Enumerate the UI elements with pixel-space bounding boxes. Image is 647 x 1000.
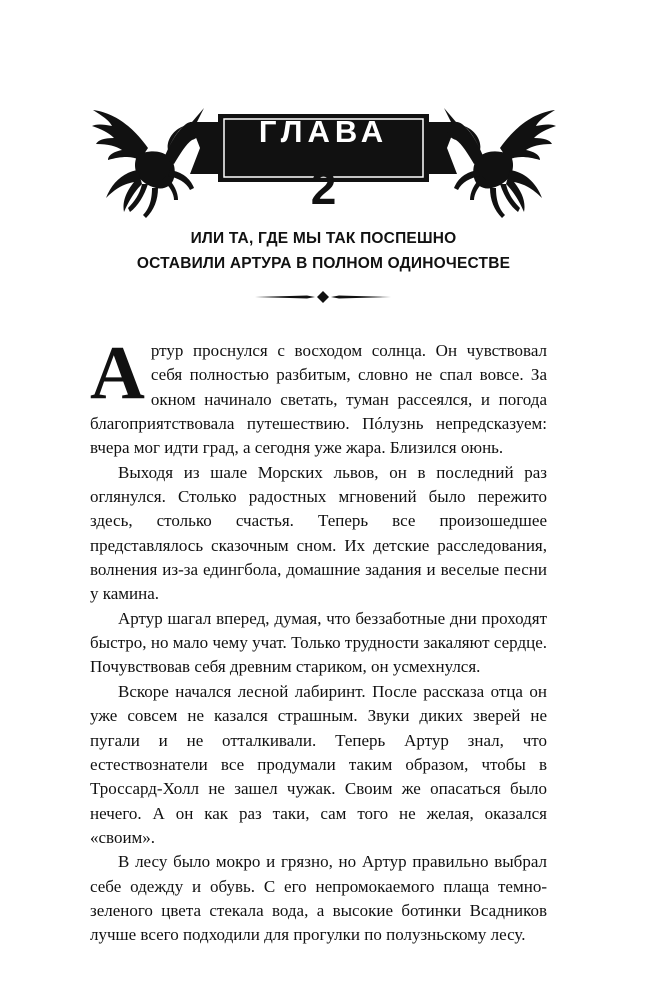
subtitle-line: ОСТАВИЛИ АРТУРА В ПОЛНОМ ОДИНОЧЕСТВЕ <box>136 255 511 272</box>
chapter-text <box>90 331 547 948</box>
paragraph: Артур шагал вперед, думая, что беззаботные дни проходят быстро, но мало чему учат. Только трудности закаляют сердце. Почувствовав себя древним стариком, он усмехнулся. <box>90 608 547 677</box>
chapter-number: 2 <box>310 162 337 214</box>
paragraph: Вскоре начался лесной лабиринт. После рассказа отца он уже совсем не казался страшным. Звуки диких зверей не пугали и не отталкивали. Теперь Артур знал, что естествознатели все продумали таким образом, чтобы в Троссард-Холл не зашел чужак. Своим же опасаться было нечего. А он как раз таки, сам того не желая, оказался «своим». <box>90 681 547 847</box>
chapter-label: ГЛАВА <box>258 114 389 149</box>
drop-cap: А <box>90 331 145 415</box>
chapter-subtitle <box>0 226 647 276</box>
subtitle-line: ИЛИ ТА, ГДЕ МЫ ТАК ПОСПЕШНО <box>190 230 457 247</box>
paragraph: Выходя из шале Морских львов, он в последний раз оглянулся. Столько радостных мгновений было пережито здесь, столько счастья. Теперь все произошедшее представлялось сказочным сном. Их детские расследования, волнения из-за едингбола, домашние задания и веселые песни у камина. <box>90 462 547 604</box>
paragraph-text: ртур проснулся с восходом солнца. Он чувствовал себя полностью разбитым, словно не спал вовсе. За окном начинало светать, туман рассеялся, и погода благоприятствовала путешествию. Пóлузнь непредсказуем: вчера мог идти град, а сегодня уже жара. Близился оюнь. <box>90 341 547 458</box>
paragraph <box>90 331 547 461</box>
diamond-divider-icon <box>255 290 391 304</box>
paragraph: В лесу было мокро и грязно, но Артур правильно выбрал себе одежду и обувь. С его непромокаемого плаща темно-зеленого цвета стекала вода, а высокие ботинки Всадников лучше всего подходили для прогулки по полузньскому лесу. <box>90 852 547 945</box>
